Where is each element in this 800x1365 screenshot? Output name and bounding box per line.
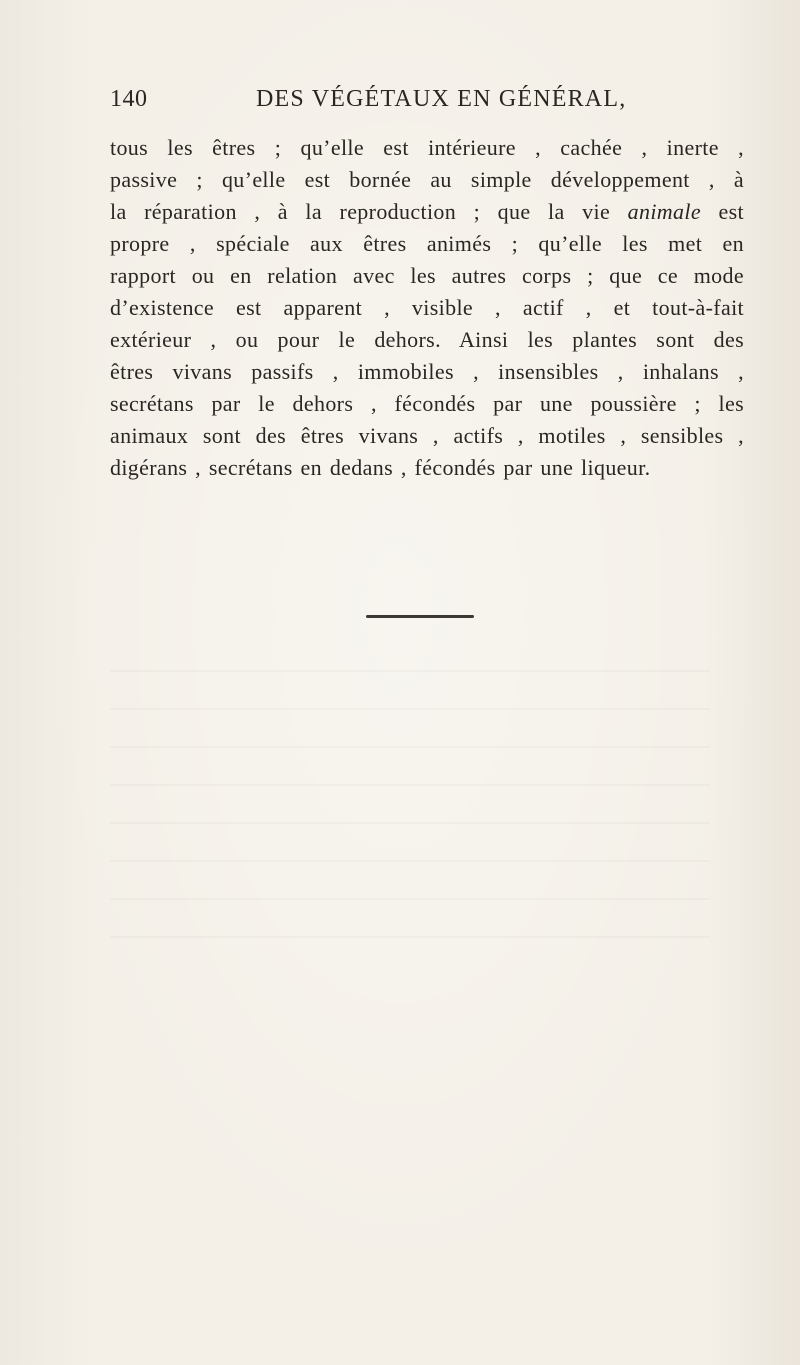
section-rule bbox=[366, 615, 474, 618]
text-line-4: propre , spéciale aux êtres animés ; qu’elle les met en bbox=[110, 231, 744, 256]
text-line-9: secrétans par le dehors , fécondés par une poussière ; les bbox=[110, 391, 744, 416]
text-line-1: tous les êtres ; qu’elle est intérieure , cachée , inerte , bbox=[110, 135, 744, 160]
page-number: 140 bbox=[110, 86, 148, 112]
text-line-3 bbox=[110, 196, 744, 228]
text-line-7: extérieur , ou pour le dehors. Ainsi les plantes sont des bbox=[110, 327, 744, 352]
text-line-8: êtres vivans passifs , immobiles , insensibles , inhalans , bbox=[110, 359, 744, 384]
text-line-5: rapport ou en relation avec les autres corps ; que ce mode bbox=[110, 263, 744, 288]
chapter-title: DES VÉGÉTAUX EN GÉNÉRAL, bbox=[256, 86, 627, 112]
text-line-3-end: est bbox=[700, 199, 744, 224]
body-text bbox=[110, 132, 744, 484]
text-line-6: d’existence est apparent , visible , actif , et tout-à-fait bbox=[110, 295, 744, 320]
italic-word-animale: animale bbox=[627, 199, 701, 224]
text-line-10: animaux sont des êtres vivans , actifs , motiles , sensibles , bbox=[110, 423, 744, 448]
running-head bbox=[110, 86, 730, 122]
text-line-11: digérans , secrétans en dedans , fécondés par une liqueur. bbox=[110, 455, 651, 480]
show-through-text bbox=[110, 650, 710, 950]
text-line-3-start: la réparation , à la reproduction ; que la vie bbox=[110, 199, 628, 224]
text-line-2: passive ; qu’elle est bornée au simple développement , à bbox=[110, 167, 744, 192]
